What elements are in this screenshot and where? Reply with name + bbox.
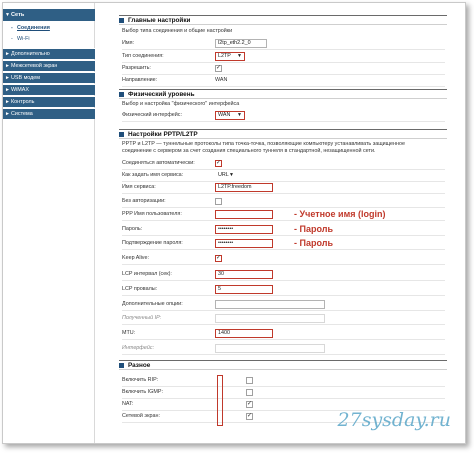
sidebar-item-label: Контроль xyxy=(11,99,35,105)
connection-type-label: Тип соединения: xyxy=(122,53,164,59)
sidebar xyxy=(3,3,95,443)
row-server-method xyxy=(122,170,445,182)
auto-connect-label: Соединяться автоматически: xyxy=(122,160,195,166)
row-igmp xyxy=(122,387,445,399)
section-title: Разное xyxy=(128,362,151,369)
sidebar-item-label: Система xyxy=(11,111,33,117)
confirm-password-label: Подтверждение пароля: xyxy=(122,240,183,246)
lcp-interval-input[interactable]: 30 xyxy=(215,270,273,279)
arrow-right-icon: ► xyxy=(5,87,10,93)
sidebar-subitem-label: Соединения xyxy=(17,25,50,31)
row-direction xyxy=(122,75,445,87)
sidebar-item-advanced[interactable] xyxy=(3,48,95,59)
sidebar-item-label: Межсетевой экран xyxy=(11,63,58,69)
sidebar-item-wimax[interactable] xyxy=(3,84,95,95)
router-admin-window xyxy=(2,2,466,444)
annotation-confirm-password: - Пароль xyxy=(294,238,333,248)
arrow-right-icon: ► xyxy=(5,99,10,105)
sidebar-subitem-label: Wi-Fi xyxy=(17,36,30,42)
direction-value: WAN xyxy=(215,77,228,83)
watermark: 27sysday.ru xyxy=(337,409,451,431)
main-content xyxy=(95,3,465,443)
select-value: L2TP xyxy=(218,53,231,59)
row-lcp-fails xyxy=(122,284,445,296)
section-header-misc xyxy=(119,360,447,370)
allow-label: Разрешить: xyxy=(122,65,151,71)
igmp-checkbox[interactable] xyxy=(246,389,253,396)
row-rip xyxy=(122,375,445,387)
row-connection-type xyxy=(122,51,445,63)
mtu-input[interactable]: 1400 xyxy=(215,329,273,338)
row-ppp-username xyxy=(122,209,445,221)
nat-checkbox[interactable]: ✓ xyxy=(247,401,253,407)
ppp-username-label: PPP Имя пользователя: xyxy=(122,211,182,217)
name-label: Имя: xyxy=(122,40,134,46)
dash-icon: - xyxy=(11,36,13,42)
section-header-physical xyxy=(119,89,447,99)
no-auth-checkbox[interactable] xyxy=(215,198,222,205)
section-title: Физический уровень xyxy=(128,91,195,98)
section-header-main-settings xyxy=(119,15,447,25)
caret-down-icon: ▼ xyxy=(229,172,234,178)
annotation-password: - Пароль xyxy=(294,224,333,234)
password-input[interactable]: •••••••• xyxy=(215,225,273,234)
ppp-username-input[interactable] xyxy=(215,210,273,219)
service-name-label: Имя сервиса: xyxy=(122,184,156,190)
password-label: Пароль: xyxy=(122,226,143,232)
section-marker-icon xyxy=(119,363,124,368)
physical-interface-select[interactable] xyxy=(215,111,245,120)
sidebar-item-network[interactable] xyxy=(3,9,95,21)
arrow-right-icon: ► xyxy=(5,111,10,117)
caret-down-icon: ▼ xyxy=(237,53,242,59)
sidebar-subitem-connections[interactable] xyxy=(3,23,95,33)
dash-icon: - xyxy=(11,25,13,31)
lcp-fails-label: LCP провалы: xyxy=(122,286,158,292)
row-interface xyxy=(122,343,445,355)
extra-options-input[interactable] xyxy=(215,300,325,309)
lcp-fails-input[interactable]: 5 xyxy=(215,285,273,294)
arrow-right-icon: ► xyxy=(5,75,10,81)
physical-interface-label: Физический интерфейс: xyxy=(122,112,183,118)
annotation-login: - Учетное имя (login) xyxy=(294,209,386,219)
keepalive-checkbox[interactable]: ✓ xyxy=(216,255,222,261)
sidebar-item-label: WiMAX xyxy=(11,87,29,93)
confirm-password-input[interactable]: •••••••• xyxy=(215,239,273,248)
received-ip-input xyxy=(215,314,325,323)
select-value: URL xyxy=(218,172,229,178)
allow-checkbox[interactable]: ✓ xyxy=(216,65,222,71)
section-marker-icon xyxy=(119,18,124,23)
row-no-auth xyxy=(122,196,445,208)
mtu-label: MTU: xyxy=(122,330,136,336)
section-title: Главные настройки xyxy=(128,17,191,24)
arrow-down-icon: ▼ xyxy=(5,12,10,18)
arrow-right-icon: ► xyxy=(5,63,10,69)
row-received-ip xyxy=(122,313,445,325)
misc-checkbox-highlight xyxy=(217,375,223,426)
row-allow xyxy=(122,63,445,75)
section-marker-icon xyxy=(119,132,124,137)
firewall-label: Сетевой экран: xyxy=(122,413,161,419)
row-service-name xyxy=(122,182,445,194)
row-password xyxy=(122,224,445,236)
caret-down-icon: ▼ xyxy=(237,112,242,118)
select-value: WAN xyxy=(218,112,231,118)
row-keepalive xyxy=(122,253,445,265)
keepalive-label: Keep Alive: xyxy=(122,255,149,261)
sidebar-subitem-wifi[interactable] xyxy=(3,34,95,44)
nat-label: NAT: xyxy=(122,401,134,407)
arrow-right-icon: ► xyxy=(5,51,10,57)
section-description: Выбор и настройка "физического" интерфейса xyxy=(122,101,240,107)
server-method-select[interactable] xyxy=(215,171,237,180)
section-marker-icon xyxy=(119,92,124,97)
lcp-interval-label: LCP интервал (сек): xyxy=(122,271,172,277)
sidebar-item-label: Сеть xyxy=(11,12,25,18)
received-ip-label: Полученный IP: xyxy=(122,315,162,321)
rip-label: Включить RIP: xyxy=(122,377,159,383)
connection-type-select[interactable] xyxy=(215,52,245,61)
sidebar-item-system[interactable] xyxy=(3,108,95,119)
name-input[interactable]: l2tp_eth2.2_0 xyxy=(215,39,267,48)
sidebar-item-usb-modem[interactable] xyxy=(3,72,95,83)
row-extra-options xyxy=(122,299,445,311)
firewall-checkbox[interactable]: ✓ xyxy=(247,413,253,419)
service-name-input[interactable]: L2TP.freedom xyxy=(215,183,273,192)
row-mtu xyxy=(122,328,445,340)
interface-input xyxy=(215,344,325,353)
section-description: Выбор типа соединения и общие настройки xyxy=(122,28,233,34)
row-confirm-password xyxy=(122,238,445,250)
rip-checkbox[interactable] xyxy=(246,377,253,384)
section-description: PPTP и L2TP — туннельные протоколы типа точка-точка, позволяющие компьютеру устанавливать защищенное соединение с сервером за счет создания специального туннеля в стандартной, незащищенной сети. xyxy=(122,141,405,154)
row-auto-connect xyxy=(122,158,445,170)
sidebar-item-label: USB модем xyxy=(11,75,41,81)
sidebar-item-label: Дополнительно xyxy=(11,51,50,57)
row-lcp-interval xyxy=(122,269,445,281)
sidebar-item-control[interactable] xyxy=(3,96,95,107)
igmp-label: Включить IGMP: xyxy=(122,389,163,395)
direction-label: Направление: xyxy=(122,77,158,83)
row-name xyxy=(122,38,445,50)
section-header-pptp xyxy=(119,129,447,139)
server-method-label: Как задать имя сервиса: xyxy=(122,172,184,178)
section-title: Настройки PPTP/L2TP xyxy=(128,131,198,138)
auto-connect-checkbox[interactable]: ✓ xyxy=(216,160,222,166)
sidebar-item-firewall[interactable] xyxy=(3,60,95,71)
no-auth-label: Без авторизации: xyxy=(122,198,166,204)
row-physical-interface xyxy=(122,110,445,122)
interface-label: Интерфейс: xyxy=(122,345,155,351)
extra-options-label: Дополнительные опции: xyxy=(122,301,183,307)
